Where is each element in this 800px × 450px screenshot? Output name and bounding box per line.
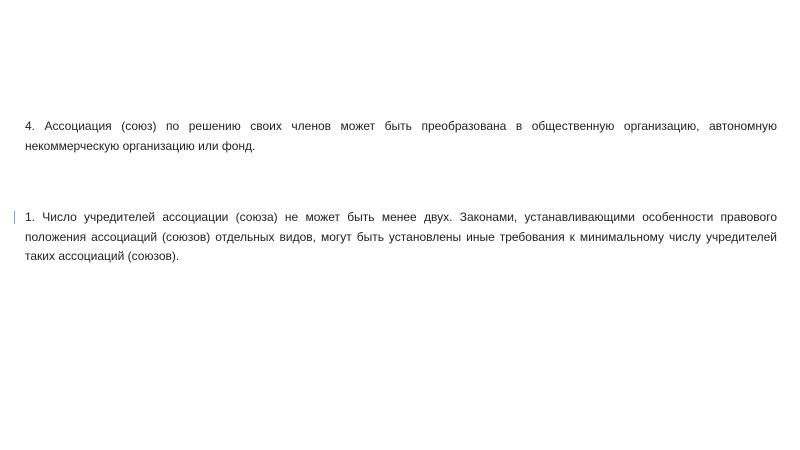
paragraph-founders-count: 1. Число учредителей ассоциации (союза) не может быть менее двух. Законами, устанавливающими особенности правового положения ассоциаций (союзов) отдельных видов, могут быть установлены иные требования к минимальному числу учредителей таких ассоциаций (союзов). (25, 210, 777, 263)
text-cursor (14, 211, 15, 224)
paragraph-association-transformation: 4. Ассоциация (союз) по решению своих членов может быть преобразована в общественную организацию, автономную некоммерческую организацию или фонд. (25, 119, 777, 153)
